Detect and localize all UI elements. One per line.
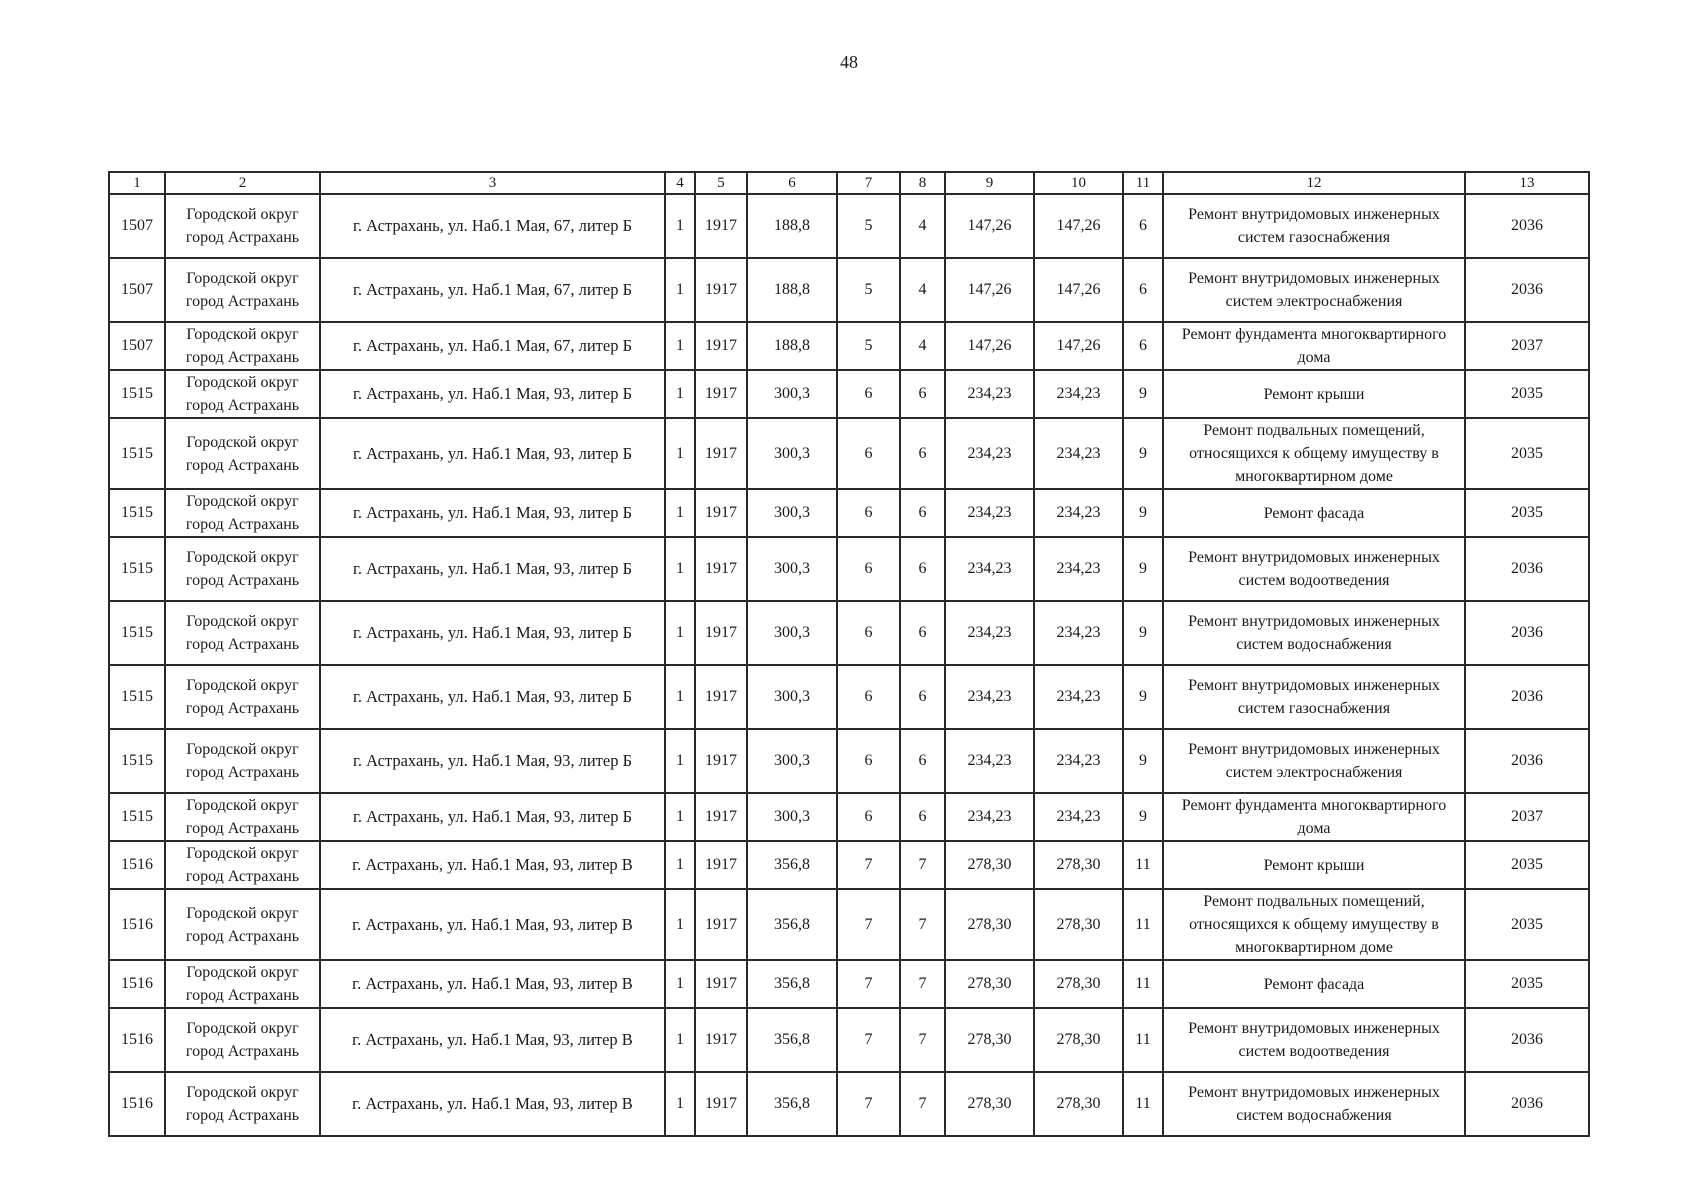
column-number: 3	[320, 172, 665, 194]
col-11-cell: 9	[1123, 601, 1163, 665]
table-row	[109, 601, 1589, 665]
col-9-cell: 147,26	[945, 194, 1034, 258]
col-7-cell: 5	[837, 258, 900, 322]
row-id-cell: 1516	[109, 1008, 165, 1072]
col-4-cell: 1	[665, 1008, 695, 1072]
row-id-cell: 1516	[109, 1072, 165, 1136]
planned-year-cell: 2036	[1465, 194, 1589, 258]
col-9-cell: 278,30	[945, 889, 1034, 960]
municipality-cell: Городской округ город Астрахань	[165, 322, 320, 370]
col-7-cell: 5	[837, 194, 900, 258]
table-row	[109, 370, 1589, 418]
col-6-cell: 356,8	[747, 1072, 837, 1136]
col-9-cell: 278,30	[945, 960, 1034, 1008]
address-cell: г. Астрахань, ул. Наб.1 Мая, 67, литер Б	[320, 258, 665, 322]
col-8-cell: 6	[900, 418, 945, 489]
col-7-cell: 7	[837, 1008, 900, 1072]
row-id-cell: 1515	[109, 418, 165, 489]
col-10-cell: 147,26	[1034, 322, 1123, 370]
col-4-cell: 1	[665, 258, 695, 322]
table-row	[109, 1008, 1589, 1072]
col-4-cell: 1	[665, 370, 695, 418]
address-cell: г. Астрахань, ул. Наб.1 Мая, 93, литер Б	[320, 370, 665, 418]
planned-year-cell: 2036	[1465, 729, 1589, 793]
build-year-cell: 1917	[695, 665, 747, 729]
col-9-cell: 147,26	[945, 322, 1034, 370]
work-type-cell: Ремонт фундамента многоквартирного дома	[1163, 793, 1465, 841]
municipality-cell: Городской округ город Астрахань	[165, 889, 320, 960]
table-row	[109, 841, 1589, 889]
table-row	[109, 793, 1589, 841]
build-year-cell: 1917	[695, 601, 747, 665]
col-6-cell: 300,3	[747, 665, 837, 729]
col-7-cell: 6	[837, 601, 900, 665]
row-id-cell: 1515	[109, 729, 165, 793]
work-type-cell: Ремонт внутридомовых инженерных систем электроснабжения	[1163, 729, 1465, 793]
work-type-cell: Ремонт внутридомовых инженерных систем газоснабжения	[1163, 665, 1465, 729]
col-4-cell: 1	[665, 729, 695, 793]
build-year-cell: 1917	[695, 258, 747, 322]
planned-year-cell: 2036	[1465, 1008, 1589, 1072]
planned-year-cell: 2036	[1465, 665, 1589, 729]
col-6-cell: 300,3	[747, 370, 837, 418]
col-10-cell: 234,23	[1034, 729, 1123, 793]
col-9-cell: 234,23	[945, 418, 1034, 489]
work-type-cell: Ремонт крыши	[1163, 370, 1465, 418]
col-6-cell: 356,8	[747, 889, 837, 960]
col-11-cell: 9	[1123, 370, 1163, 418]
col-6-cell: 300,3	[747, 537, 837, 601]
col-11-cell: 9	[1123, 418, 1163, 489]
col-9-cell: 234,23	[945, 665, 1034, 729]
col-10-cell: 234,23	[1034, 537, 1123, 601]
planned-year-cell: 2035	[1465, 418, 1589, 489]
column-number: 2	[165, 172, 320, 194]
col-9-cell: 234,23	[945, 729, 1034, 793]
column-number: 5	[695, 172, 747, 194]
table-row	[109, 489, 1589, 537]
col-6-cell: 300,3	[747, 729, 837, 793]
work-type-cell: Ремонт внутридомовых инженерных систем водоотведения	[1163, 1008, 1465, 1072]
col-4-cell: 1	[665, 889, 695, 960]
col-11-cell: 6	[1123, 194, 1163, 258]
municipality-cell: Городской округ город Астрахань	[165, 960, 320, 1008]
row-id-cell: 1507	[109, 194, 165, 258]
column-number: 9	[945, 172, 1034, 194]
planned-year-cell: 2036	[1465, 1072, 1589, 1136]
col-11-cell: 11	[1123, 841, 1163, 889]
col-11-cell: 9	[1123, 793, 1163, 841]
build-year-cell: 1917	[695, 1008, 747, 1072]
col-11-cell: 11	[1123, 1072, 1163, 1136]
planned-year-cell: 2035	[1465, 960, 1589, 1008]
col-8-cell: 6	[900, 793, 945, 841]
column-number: 11	[1123, 172, 1163, 194]
col-11-cell: 9	[1123, 665, 1163, 729]
col-11-cell: 11	[1123, 960, 1163, 1008]
planned-year-cell: 2036	[1465, 537, 1589, 601]
col-4-cell: 1	[665, 841, 695, 889]
col-9-cell: 278,30	[945, 1072, 1034, 1136]
row-id-cell: 1507	[109, 322, 165, 370]
address-cell: г. Астрахань, ул. Наб.1 Мая, 93, литер Б	[320, 601, 665, 665]
municipality-cell: Городской округ город Астрахань	[165, 793, 320, 841]
work-type-cell: Ремонт внутридомовых инженерных систем водоснабжения	[1163, 1072, 1465, 1136]
municipality-cell: Городской округ город Астрахань	[165, 729, 320, 793]
work-type-cell: Ремонт внутридомовых инженерных систем водоснабжения	[1163, 601, 1465, 665]
col-4-cell: 1	[665, 418, 695, 489]
col-8-cell: 6	[900, 729, 945, 793]
row-id-cell: 1516	[109, 889, 165, 960]
col-6-cell: 356,8	[747, 960, 837, 1008]
work-type-cell: Ремонт подвальных помещений, относящихся к общему имуществу в многоквартирном доме	[1163, 889, 1465, 960]
column-number-row	[109, 172, 1589, 194]
col-8-cell: 7	[900, 960, 945, 1008]
col-10-cell: 234,23	[1034, 489, 1123, 537]
col-8-cell: 6	[900, 665, 945, 729]
municipality-cell: Городской округ город Астрахань	[165, 489, 320, 537]
row-id-cell: 1516	[109, 960, 165, 1008]
table-row	[109, 889, 1589, 960]
col-6-cell: 300,3	[747, 601, 837, 665]
col-11-cell: 11	[1123, 1008, 1163, 1072]
col-4-cell: 1	[665, 194, 695, 258]
col-4-cell: 1	[665, 601, 695, 665]
build-year-cell: 1917	[695, 841, 747, 889]
address-cell: г. Астрахань, ул. Наб.1 Мая, 93, литер В	[320, 889, 665, 960]
col-6-cell: 300,3	[747, 418, 837, 489]
col-7-cell: 7	[837, 889, 900, 960]
col-8-cell: 4	[900, 258, 945, 322]
row-id-cell: 1516	[109, 841, 165, 889]
col-7-cell: 7	[837, 841, 900, 889]
col-4-cell: 1	[665, 322, 695, 370]
build-year-cell: 1917	[695, 322, 747, 370]
col-10-cell: 234,23	[1034, 418, 1123, 489]
column-number: 8	[900, 172, 945, 194]
col-6-cell: 300,3	[747, 489, 837, 537]
col-4-cell: 1	[665, 665, 695, 729]
col-6-cell: 188,8	[747, 194, 837, 258]
col-10-cell: 234,23	[1034, 370, 1123, 418]
col-11-cell: 6	[1123, 322, 1163, 370]
col-9-cell: 234,23	[945, 489, 1034, 537]
table-row	[109, 1072, 1589, 1136]
work-type-cell: Ремонт подвальных помещений, относящихся к общему имуществу в многоквартирном доме	[1163, 418, 1465, 489]
municipality-cell: Городской округ город Астрахань	[165, 1072, 320, 1136]
col-11-cell: 6	[1123, 258, 1163, 322]
col-8-cell: 6	[900, 489, 945, 537]
address-cell: г. Астрахань, ул. Наб.1 Мая, 93, литер Б	[320, 489, 665, 537]
col-8-cell: 7	[900, 1008, 945, 1072]
col-4-cell: 1	[665, 793, 695, 841]
work-type-cell: Ремонт фундамента многоквартирного дома	[1163, 322, 1465, 370]
row-id-cell: 1515	[109, 537, 165, 601]
build-year-cell: 1917	[695, 960, 747, 1008]
col-7-cell: 6	[837, 537, 900, 601]
col-8-cell: 4	[900, 194, 945, 258]
build-year-cell: 1917	[695, 370, 747, 418]
row-id-cell: 1515	[109, 489, 165, 537]
planned-year-cell: 2035	[1465, 370, 1589, 418]
col-10-cell: 278,30	[1034, 960, 1123, 1008]
col-10-cell: 278,30	[1034, 841, 1123, 889]
address-cell: г. Астрахань, ул. Наб.1 Мая, 93, литер Б	[320, 537, 665, 601]
col-11-cell: 9	[1123, 489, 1163, 537]
municipality-cell: Городской округ город Астрахань	[165, 841, 320, 889]
column-number: 4	[665, 172, 695, 194]
planned-year-cell: 2037	[1465, 793, 1589, 841]
address-cell: г. Астрахань, ул. Наб.1 Мая, 93, литер Б	[320, 418, 665, 489]
col-8-cell: 6	[900, 370, 945, 418]
col-7-cell: 6	[837, 665, 900, 729]
build-year-cell: 1917	[695, 1072, 747, 1136]
col-7-cell: 7	[837, 1072, 900, 1136]
col-7-cell: 6	[837, 729, 900, 793]
row-id-cell: 1515	[109, 370, 165, 418]
col-6-cell: 300,3	[747, 793, 837, 841]
column-number: 1	[109, 172, 165, 194]
col-7-cell: 7	[837, 960, 900, 1008]
municipality-cell: Городской округ город Астрахань	[165, 665, 320, 729]
col-7-cell: 5	[837, 322, 900, 370]
work-type-cell: Ремонт внутридомовых инженерных систем газоснабжения	[1163, 194, 1465, 258]
row-id-cell: 1507	[109, 258, 165, 322]
col-10-cell: 278,30	[1034, 1008, 1123, 1072]
row-id-cell: 1515	[109, 793, 165, 841]
table-row	[109, 194, 1589, 258]
build-year-cell: 1917	[695, 889, 747, 960]
municipality-cell: Городской округ город Астрахань	[165, 258, 320, 322]
planned-year-cell: 2035	[1465, 889, 1589, 960]
col-9-cell: 234,23	[945, 537, 1034, 601]
col-6-cell: 188,8	[747, 258, 837, 322]
col-9-cell: 278,30	[945, 1008, 1034, 1072]
build-year-cell: 1917	[695, 537, 747, 601]
col-6-cell: 356,8	[747, 841, 837, 889]
address-cell: г. Астрахань, ул. Наб.1 Мая, 93, литер В	[320, 960, 665, 1008]
col-10-cell: 147,26	[1034, 258, 1123, 322]
work-type-cell: Ремонт фасада	[1163, 960, 1465, 1008]
address-cell: г. Астрахань, ул. Наб.1 Мая, 93, литер В	[320, 1072, 665, 1136]
address-cell: г. Астрахань, ул. Наб.1 Мая, 67, литер Б	[320, 322, 665, 370]
capital-repair-table	[108, 171, 1590, 1137]
col-4-cell: 1	[665, 1072, 695, 1136]
column-number: 13	[1465, 172, 1589, 194]
col-9-cell: 278,30	[945, 841, 1034, 889]
row-id-cell: 1515	[109, 665, 165, 729]
planned-year-cell: 2035	[1465, 841, 1589, 889]
table-row	[109, 322, 1589, 370]
table-row	[109, 258, 1589, 322]
table-row	[109, 537, 1589, 601]
col-10-cell: 234,23	[1034, 665, 1123, 729]
municipality-cell: Городской округ город Астрахань	[165, 537, 320, 601]
work-type-cell: Ремонт фасада	[1163, 489, 1465, 537]
col-8-cell: 6	[900, 537, 945, 601]
municipality-cell: Городской округ город Астрахань	[165, 370, 320, 418]
col-10-cell: 278,30	[1034, 889, 1123, 960]
col-9-cell: 234,23	[945, 601, 1034, 665]
address-cell: г. Астрахань, ул. Наб.1 Мая, 93, литер В	[320, 841, 665, 889]
municipality-cell: Городской округ город Астрахань	[165, 601, 320, 665]
municipality-cell: Городской округ город Астрахань	[165, 1008, 320, 1072]
col-8-cell: 7	[900, 841, 945, 889]
col-7-cell: 6	[837, 370, 900, 418]
table-row	[109, 418, 1589, 489]
build-year-cell: 1917	[695, 418, 747, 489]
build-year-cell: 1917	[695, 729, 747, 793]
address-cell: г. Астрахань, ул. Наб.1 Мая, 67, литер Б	[320, 194, 665, 258]
col-4-cell: 1	[665, 537, 695, 601]
planned-year-cell: 2037	[1465, 322, 1589, 370]
col-8-cell: 7	[900, 889, 945, 960]
col-7-cell: 6	[837, 489, 900, 537]
column-number: 7	[837, 172, 900, 194]
work-type-cell: Ремонт крыши	[1163, 841, 1465, 889]
table-row	[109, 665, 1589, 729]
col-4-cell: 1	[665, 489, 695, 537]
col-11-cell: 11	[1123, 889, 1163, 960]
col-9-cell: 147,26	[945, 258, 1034, 322]
col-10-cell: 147,26	[1034, 194, 1123, 258]
row-id-cell: 1515	[109, 601, 165, 665]
address-cell: г. Астрахань, ул. Наб.1 Мая, 93, литер Б	[320, 793, 665, 841]
table-row	[109, 960, 1589, 1008]
col-9-cell: 234,23	[945, 370, 1034, 418]
column-number: 6	[747, 172, 837, 194]
col-10-cell: 278,30	[1034, 1072, 1123, 1136]
page-number: 48	[840, 52, 858, 72]
col-7-cell: 6	[837, 418, 900, 489]
build-year-cell: 1917	[695, 793, 747, 841]
work-type-cell: Ремонт внутридомовых инженерных систем электроснабжения	[1163, 258, 1465, 322]
col-8-cell: 4	[900, 322, 945, 370]
col-4-cell: 1	[665, 960, 695, 1008]
col-10-cell: 234,23	[1034, 601, 1123, 665]
planned-year-cell: 2035	[1465, 489, 1589, 537]
table-row	[109, 729, 1589, 793]
table-body	[109, 194, 1589, 1136]
col-9-cell: 234,23	[945, 793, 1034, 841]
planned-year-cell: 2036	[1465, 258, 1589, 322]
address-cell: г. Астрахань, ул. Наб.1 Мая, 93, литер В	[320, 1008, 665, 1072]
address-cell: г. Астрахань, ул. Наб.1 Мая, 93, литер Б	[320, 729, 665, 793]
municipality-cell: Городской округ город Астрахань	[165, 194, 320, 258]
col-7-cell: 6	[837, 793, 900, 841]
col-11-cell: 9	[1123, 729, 1163, 793]
build-year-cell: 1917	[695, 194, 747, 258]
col-6-cell: 188,8	[747, 322, 837, 370]
column-number: 10	[1034, 172, 1123, 194]
build-year-cell: 1917	[695, 489, 747, 537]
col-8-cell: 7	[900, 1072, 945, 1136]
municipality-cell: Городской округ город Астрахань	[165, 418, 320, 489]
col-11-cell: 9	[1123, 537, 1163, 601]
col-10-cell: 234,23	[1034, 793, 1123, 841]
planned-year-cell: 2036	[1465, 601, 1589, 665]
col-6-cell: 356,8	[747, 1008, 837, 1072]
column-number: 12	[1163, 172, 1465, 194]
work-type-cell: Ремонт внутридомовых инженерных систем водоотведения	[1163, 537, 1465, 601]
address-cell: г. Астрахань, ул. Наб.1 Мая, 93, литер Б	[320, 665, 665, 729]
col-8-cell: 6	[900, 601, 945, 665]
